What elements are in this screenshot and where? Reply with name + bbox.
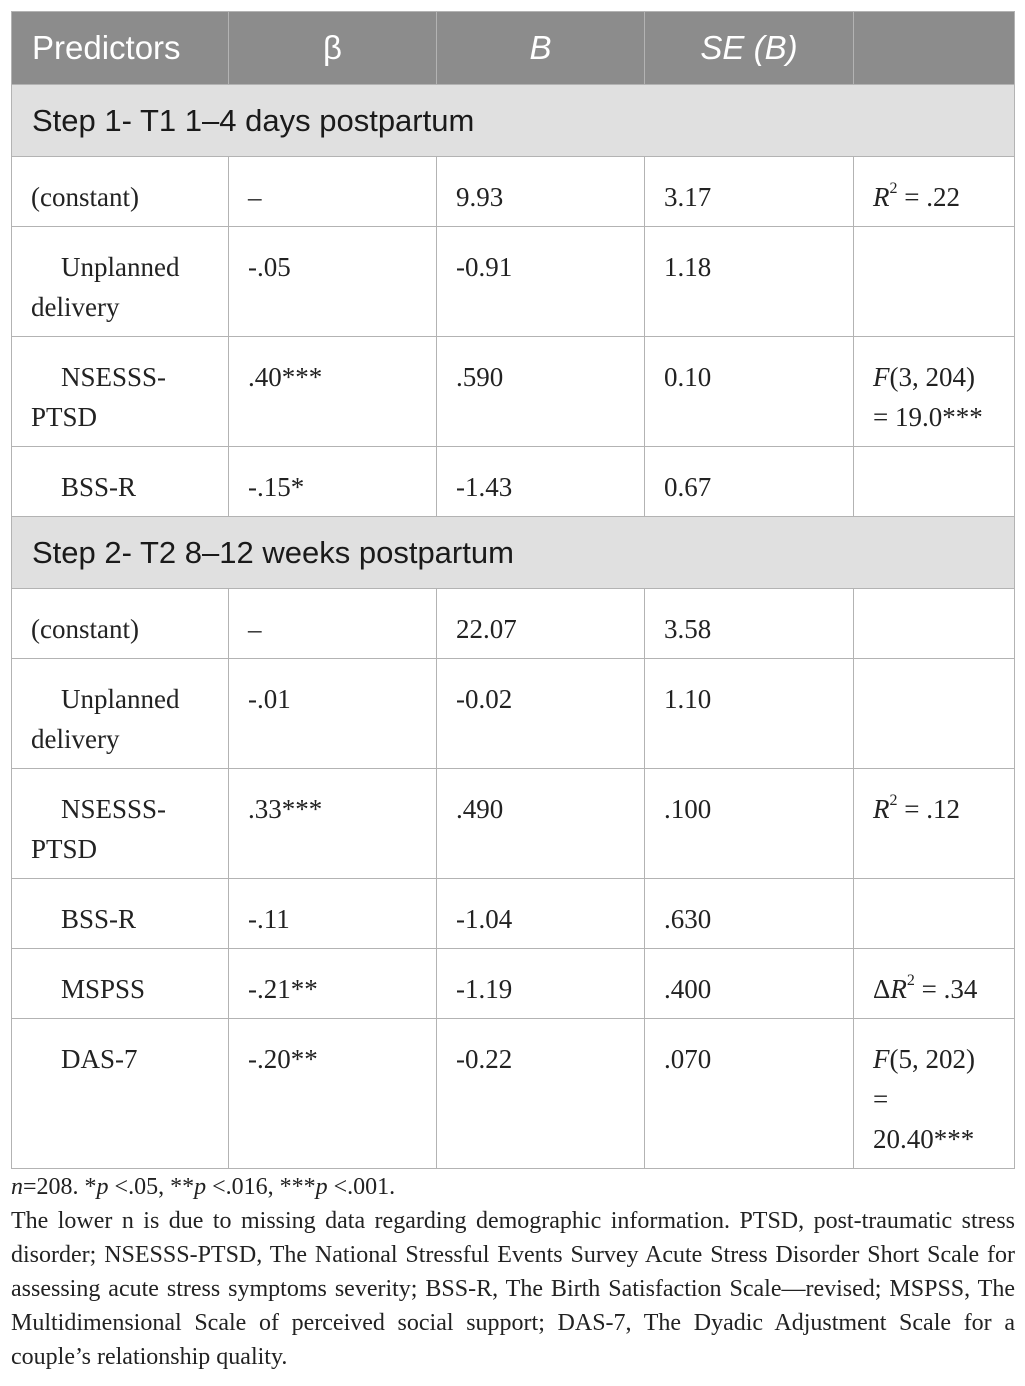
step-1-row [12,85,1015,157]
beta-cell: – [229,157,437,227]
table-row [12,227,1015,337]
f-label: F [873,1044,890,1074]
dr2-sup: 2 [906,972,915,989]
f-value: (5, 202) = 20.40*** [873,1044,975,1154]
beta-cell: -.15* [229,447,437,517]
table-row [12,879,1015,949]
table-row [12,337,1015,447]
stat-cell [854,227,1015,337]
b-cell: .590 [437,337,645,447]
beta-cell: -.05 [229,227,437,337]
se-cell: .070 [645,1019,854,1169]
se-cell: 1.18 [645,227,854,337]
stat-cell [854,447,1015,517]
n-label: n [11,1174,23,1200]
se-cell: .400 [645,949,854,1019]
header-row [12,12,1015,85]
se-cell: 1.10 [645,659,854,769]
p-label: p [194,1174,207,1200]
p-text: <.001. [327,1174,396,1200]
b-cell: -0.22 [437,1019,645,1169]
se-cell: 3.17 [645,157,854,227]
stat-cell [854,157,1015,227]
step-2-row [12,517,1015,589]
r2-label: R [873,182,890,212]
f-value: (3, 204) = 19.0*** [873,362,983,432]
p-label: p [315,1174,328,1200]
beta-cell: -.20** [229,1019,437,1169]
predictor-cell: Unplanned delivery [12,659,229,769]
dr2-value: = .34 [914,974,978,1004]
predictor-cell: (constant) [12,157,229,227]
b-cell: -1.19 [437,949,645,1019]
se-cell: 3.58 [645,589,854,659]
predictor-cell: NSESSS-PTSD [12,337,229,447]
predictor-cell: DAS-7 [12,1019,229,1169]
predictor-cell: Unplanned delivery [12,227,229,337]
stat-cell [854,589,1015,659]
predictor-cell: BSS-R [12,879,229,949]
beta-cell: -.11 [229,879,437,949]
stat-cell [854,337,1015,447]
header-beta: β [229,12,437,85]
predictor-cell: BSS-R [12,447,229,517]
se-cell: 0.10 [645,337,854,447]
table-row [12,157,1015,227]
beta-cell: – [229,589,437,659]
se-cell: 0.67 [645,447,854,517]
stat-cell [854,769,1015,879]
dr2-label: R [890,974,907,1004]
table-row [12,659,1015,769]
p-text: <.05, ** [108,1174,195,1200]
r2-value: = .22 [897,182,960,212]
table-row [12,447,1015,517]
header-se: SE (B) [645,12,854,85]
table-row [12,1019,1015,1169]
header-b: B [437,12,645,85]
header-extra [854,12,1015,85]
step-1-title: Step 1- T1 1–4 days postpartum [12,85,1015,157]
se-cell: .630 [645,879,854,949]
step-2-title: Step 2- T2 8–12 weeks postpartum [12,517,1015,589]
table-footnote [11,1170,1015,1374]
beta-cell: .33*** [229,769,437,879]
beta-cell: -.01 [229,659,437,769]
regression-table-container [11,11,1014,1169]
p-text: <.016, *** [206,1174,316,1200]
n-text: =208. * [23,1174,97,1200]
b-cell: -0.91 [437,227,645,337]
table-row [12,769,1015,879]
significance-note [11,1170,1015,1204]
predictor-cell: NSESSS-PTSD [12,769,229,879]
b-cell: 22.07 [437,589,645,659]
b-cell: .490 [437,769,645,879]
delta-symbol: Δ [873,974,891,1004]
table-row [12,589,1015,659]
r2-sup: 2 [889,792,898,809]
b-cell: -1.43 [437,447,645,517]
stat-cell [854,659,1015,769]
r2-value: = .12 [897,794,960,824]
b-cell: -1.04 [437,879,645,949]
stat-cell [854,879,1015,949]
header-predictors: Predictors [12,12,229,85]
stat-cell [854,1019,1015,1169]
p-label: p [96,1174,109,1200]
f-label: F [873,362,890,392]
b-cell: -0.02 [437,659,645,769]
abbreviation-note: The lower n is due to missing data regarding demographic information. PTSD, post-traumatic stress disorder; NSESSS-PTSD, The National Stressful Events Survey Acute Stress Disorder Short Scale for assessing acute stress symptoms severity; BSS-R, The Birth Satisfaction Scale—revised; MSPSS, The Multidimensional Scale of perceived social support; DAS-7, The Dyadic Adjustment Scale for a couple’s relationship quality. [11,1208,1015,1370]
r2-label: R [873,794,890,824]
regression-table [11,11,1015,1169]
r2-sup: 2 [889,180,898,197]
table-row [12,949,1015,1019]
se-cell: .100 [645,769,854,879]
beta-cell: .40*** [229,337,437,447]
stat-cell [854,949,1015,1019]
predictor-cell: MSPSS [12,949,229,1019]
beta-cell: -.21** [229,949,437,1019]
b-cell: 9.93 [437,157,645,227]
predictor-cell: (constant) [12,589,229,659]
